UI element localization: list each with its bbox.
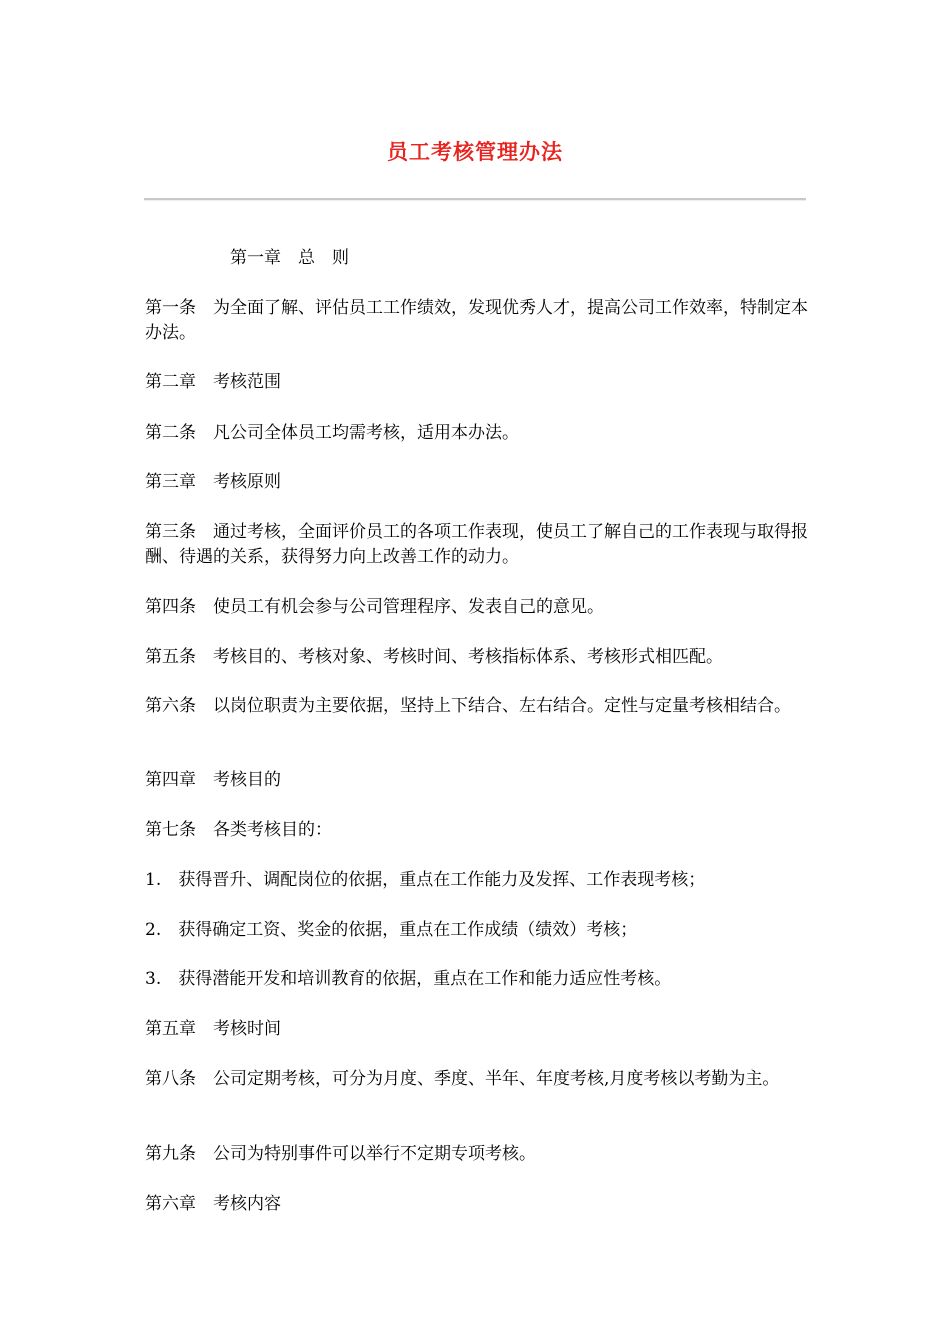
chapter-6-heading: 第六章 考核内容 — [145, 1194, 281, 1214]
article-4: 第四条 使员工有机会参与公司管理程序、发表自己的意见。 — [145, 597, 604, 617]
article-6: 第六条 以岗位职责为主要依据，坚持上下结合、左右结合。定性与定量考核相结合。 — [145, 696, 791, 716]
article-3: 第三条 通过考核，全面评价员工的各项工作表现，使员工了解自己的工作表现与取得报酬、待遇的关系，获得努力向上改善工作的动力。 — [145, 522, 808, 567]
list-item-3: 3. 获得潜能开发和培训教育的依据，重点在工作和能力适应性考核。 — [145, 969, 672, 989]
chapter-4-heading: 第四章 考核目的 — [145, 770, 281, 790]
chapter-5-heading: 第五章 考核时间 — [145, 1019, 281, 1039]
title-divider — [144, 198, 806, 201]
chapter-3-heading: 第三章 考核原则 — [145, 472, 281, 492]
list-item-2: 2. 获得确定工资、奖金的依据，重点在工作成绩（绩效）考核； — [145, 920, 638, 940]
chapter-1-heading: 第一章 总 则 — [230, 248, 349, 268]
list-item-1: 1. 获得晋升、调配岗位的依据，重点在工作能力及发挥、工作表现考核； — [145, 870, 706, 890]
article-5: 第五条 考核目的、考核对象、考核时间、考核指标体系、考核形式相匹配。 — [145, 647, 723, 667]
article-9: 第九条 公司为特别事件可以举行不定期专项考核。 — [145, 1144, 536, 1164]
article-7: 第七条 各类考核目的： — [145, 820, 332, 840]
article-2: 第二条 凡公司全体员工均需考核，适用本办法。 — [145, 423, 519, 443]
chapter-2-heading: 第二章 考核范围 — [145, 372, 281, 392]
article-8: 第八条 公司定期考核，可分为月度、季度、半年、年度考核,月度考核以考勤为主。 — [145, 1069, 780, 1089]
article-1: 第一条 为全面了解、评估员工工作绩效，发现优秀人才，提高公司工作效率，特制定本办法。 — [145, 298, 808, 343]
document-title: 员工考核管理办法 — [387, 140, 563, 164]
